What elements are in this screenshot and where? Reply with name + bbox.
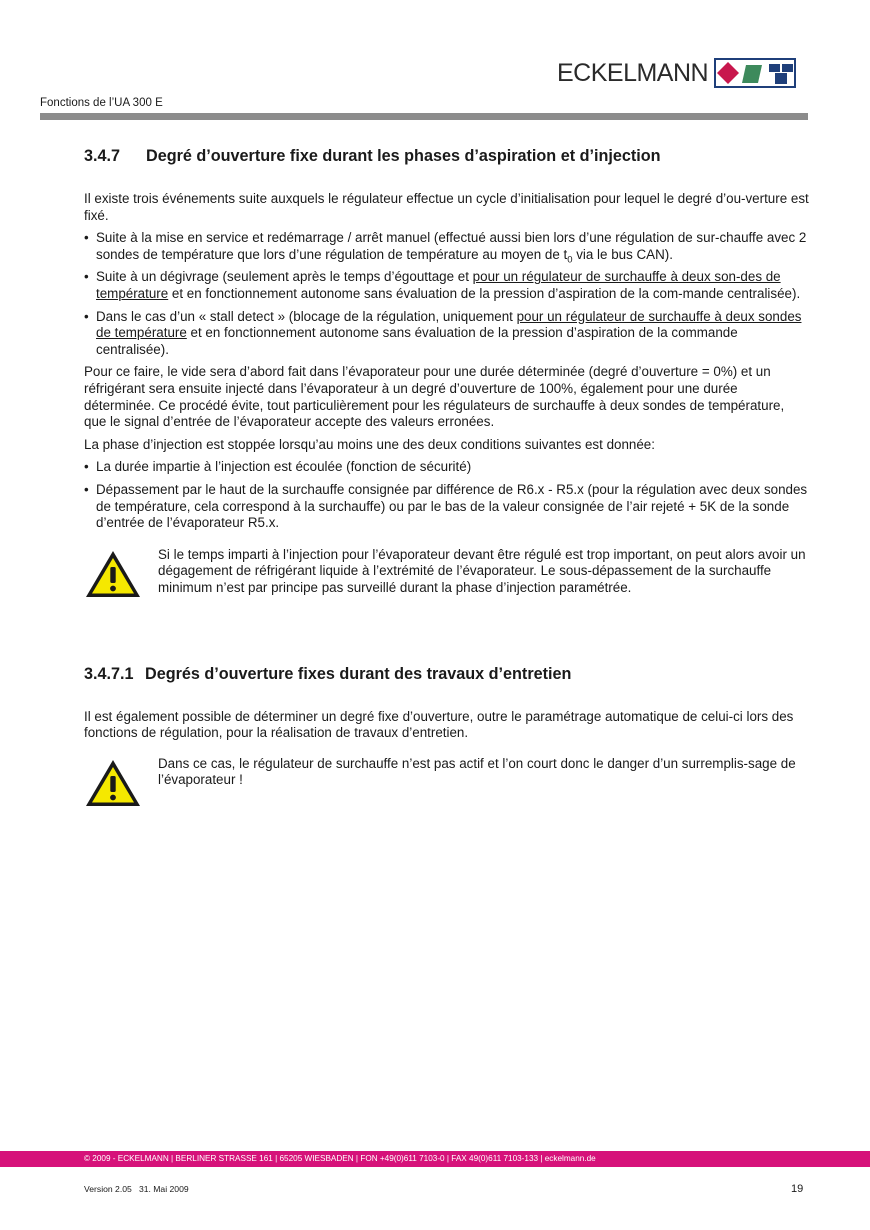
section-title: Degré d’ouverture fixe durant les phases d’aspiration et d’injection [146,147,661,165]
section-heading [84,145,809,167]
warning-block [84,547,809,599]
section-number: 3.4.7 [84,147,121,165]
page-number: 19 [791,1183,804,1195]
warning-icon [84,758,142,808]
footer-bar [0,1151,870,1167]
list-item: • La durée impartie à l’injection est écoulée (fonction de sécurité) [84,459,809,476]
subsection-number: 3.4.7.1 [84,664,134,683]
page-content [84,145,809,808]
warning-text: Dans ce cas, le régulateur de surchauffe n’est pas actif et l’on court donc le danger d’un surremplis-sage de l’évaporateur ! [158,755,796,788]
warning-icon [84,549,142,599]
warning-block [84,756,809,808]
version-label: Version 2.05 31. Mai 2009 [84,1184,189,1194]
intro-paragraph: Il existe trois événements suite auxquels le régulateur effectue un cycle d’initialisation pour lequel le degré d’ou-verture est fixé. [84,191,809,223]
stop-condition-paragraph: La phase d’injection est stoppée lorsqu’au moins une des deux conditions suivantes est donnée: [84,436,655,452]
subsection-heading [84,663,809,685]
logo-mark-icon [714,58,796,88]
list-item: • Dans le cas d’un « stall detect » (blocage de la régulation, uniquement pour un régulateur de surchauffe à deux sondes de température et en fonctionnement autonome sans évaluation de la pression d’aspiration de la commande centralisée). [84,309,809,359]
list-item: • Suite à un dégivrage (seulement après le temps d’égouttage et pour un régulateur de surchauffe à deux son-des de température et en fonctionnement autonome sans évaluation de la pression d’aspiration de la com-mande centralisée). [84,269,809,302]
maintenance-paragraph: Il est également possible de déterminer un degré fixe d’ouverture, outre le paramétrage automatique de celui-ci lors des fonctions de régulation, pour la réalisation de travaux d’entretien. [84,708,794,741]
footer-company-line: © 2009 - ECKELMANN | BERLINER STRASSE 161 | 65205 WIESBADEN | FON +49(0)611 7103-0 | FAX 49(0)611 7103-133 | eckelmann.de [84,1154,596,1163]
event-list [84,230,809,358]
running-header: Fonctions de l’UA 300 E [40,97,163,109]
list-item: • Suite à la mise en service et redémarrage / arrêt manuel (effectué aussi bien lors d’une régulation de sur-chauffe avec 2 sondes de température que lors d’une régulation de température au moyen de $t_0$ via le bus CAN). [84,230,809,263]
list-item: • Dépassement par le haut de la surchauffe consignée par différence de R6.x - R5.x (pour la régulation avec deux sondes de température, cela correspond à la surchauffe) ou par le bas de la valeur consignée de l’air rejeté + 5K de la sonde d’entrée de l’évaporateur R5.x. [84,482,809,532]
logo-text: ECKELMANN [557,58,709,87]
subsection-title: Degrés d’ouverture fixes durant des travaux d’entretien [145,664,572,683]
procedure-paragraph: Pour ce faire, le vide sera d’abord fait dans l’évaporateur pour une durée déterminée (degré d’ouverture = 0%) et un réfrigérant sera ensuite injecté dans l’évaporateur à un degré d’ouverture de 100%, également pour une durée déterminée. Ce procédé évite, tout particulièrement pour les régulateurs de surchauffe à deux sondes de température, que le signal d’entrée de l’évaporateur accepte des valeurs erronées. [84,364,785,430]
header-rule [40,113,808,120]
underlined-text: pour un régulateur de surchauffe à deux son-des de température [96,269,781,301]
eckelmann-logo [557,58,796,88]
underlined-text: pour un régulateur de surchauffe à deux sondes de température [96,308,802,341]
condition-list [84,459,809,531]
warning-text: Si le temps imparti à l’injection pour l’évaporateur devant être régulé est trop important, on peut alors avoir un dégagement de réfrigérant liquide à l’extrémité de l’évaporateur. Le sous-dépassement de la surchauffe minimum n’est par principe pas surveillé durant la phase d’injection paramétrée. [158,546,806,595]
